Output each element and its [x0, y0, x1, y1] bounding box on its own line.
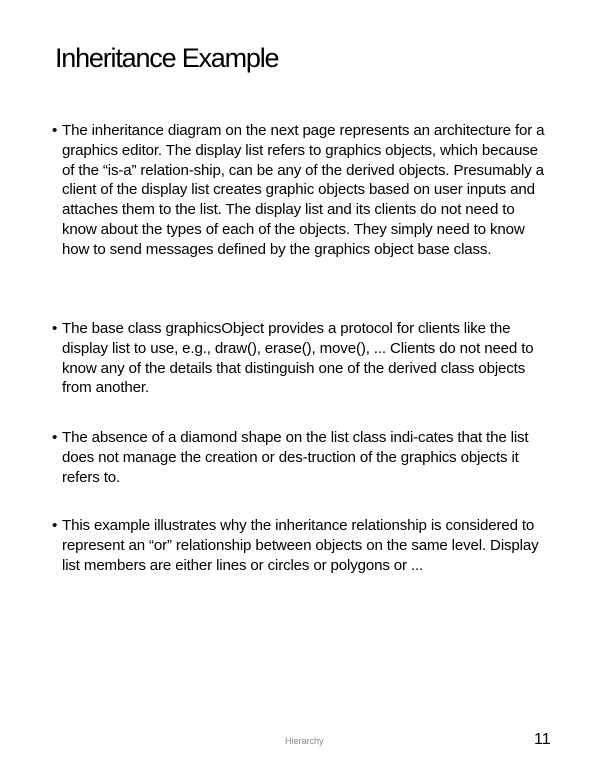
bullet-text: The inheritance diagram on the next page represents an architecture for a graphics editor. The display list refers to graphics objects, which because of the “is-a” relation-ship, can be any of the derived objects. Presumably a client of the display list creates graphic objects based on user inputs and attaches them to the list. The display list and its clients do not need to know about the types of each of the objects. They simply need to know how to send messages defined by the graphics object base class. [62, 122, 545, 258]
bullet-item [53, 121, 553, 319]
bullet-marker: • [52, 122, 58, 139]
slide-title: Inheritance Example [55, 43, 279, 73]
bullet-list [53, 121, 553, 575]
page-number: 11 [534, 731, 551, 748]
bullet-marker: • [52, 517, 58, 534]
bullet-text: This example illustrates why the inheritance relationship is considered to represent an “or” relationship between objects on the same level. Display list members are either lines or circles or polygons or ... [62, 517, 539, 574]
bullet-item [53, 428, 553, 516]
bullet-text: The absence of a diamond shape on the list class indi-cates that the list does not manage the creation or des-truction of the graphics objects it refers to. [62, 429, 529, 486]
bullet-item [53, 516, 553, 575]
bullet-item [53, 319, 553, 428]
footer-label: Hierarchy [285, 736, 324, 746]
bullet-text: The base class graphicsObject provides a protocol for clients like the display list to use, e.g., draw(), erase(), move(), ... Clients do not need to know any of the details that distinguish one of the derived class objects from another. [62, 320, 534, 397]
bullet-marker: • [52, 320, 58, 337]
bullet-marker: • [52, 429, 58, 446]
